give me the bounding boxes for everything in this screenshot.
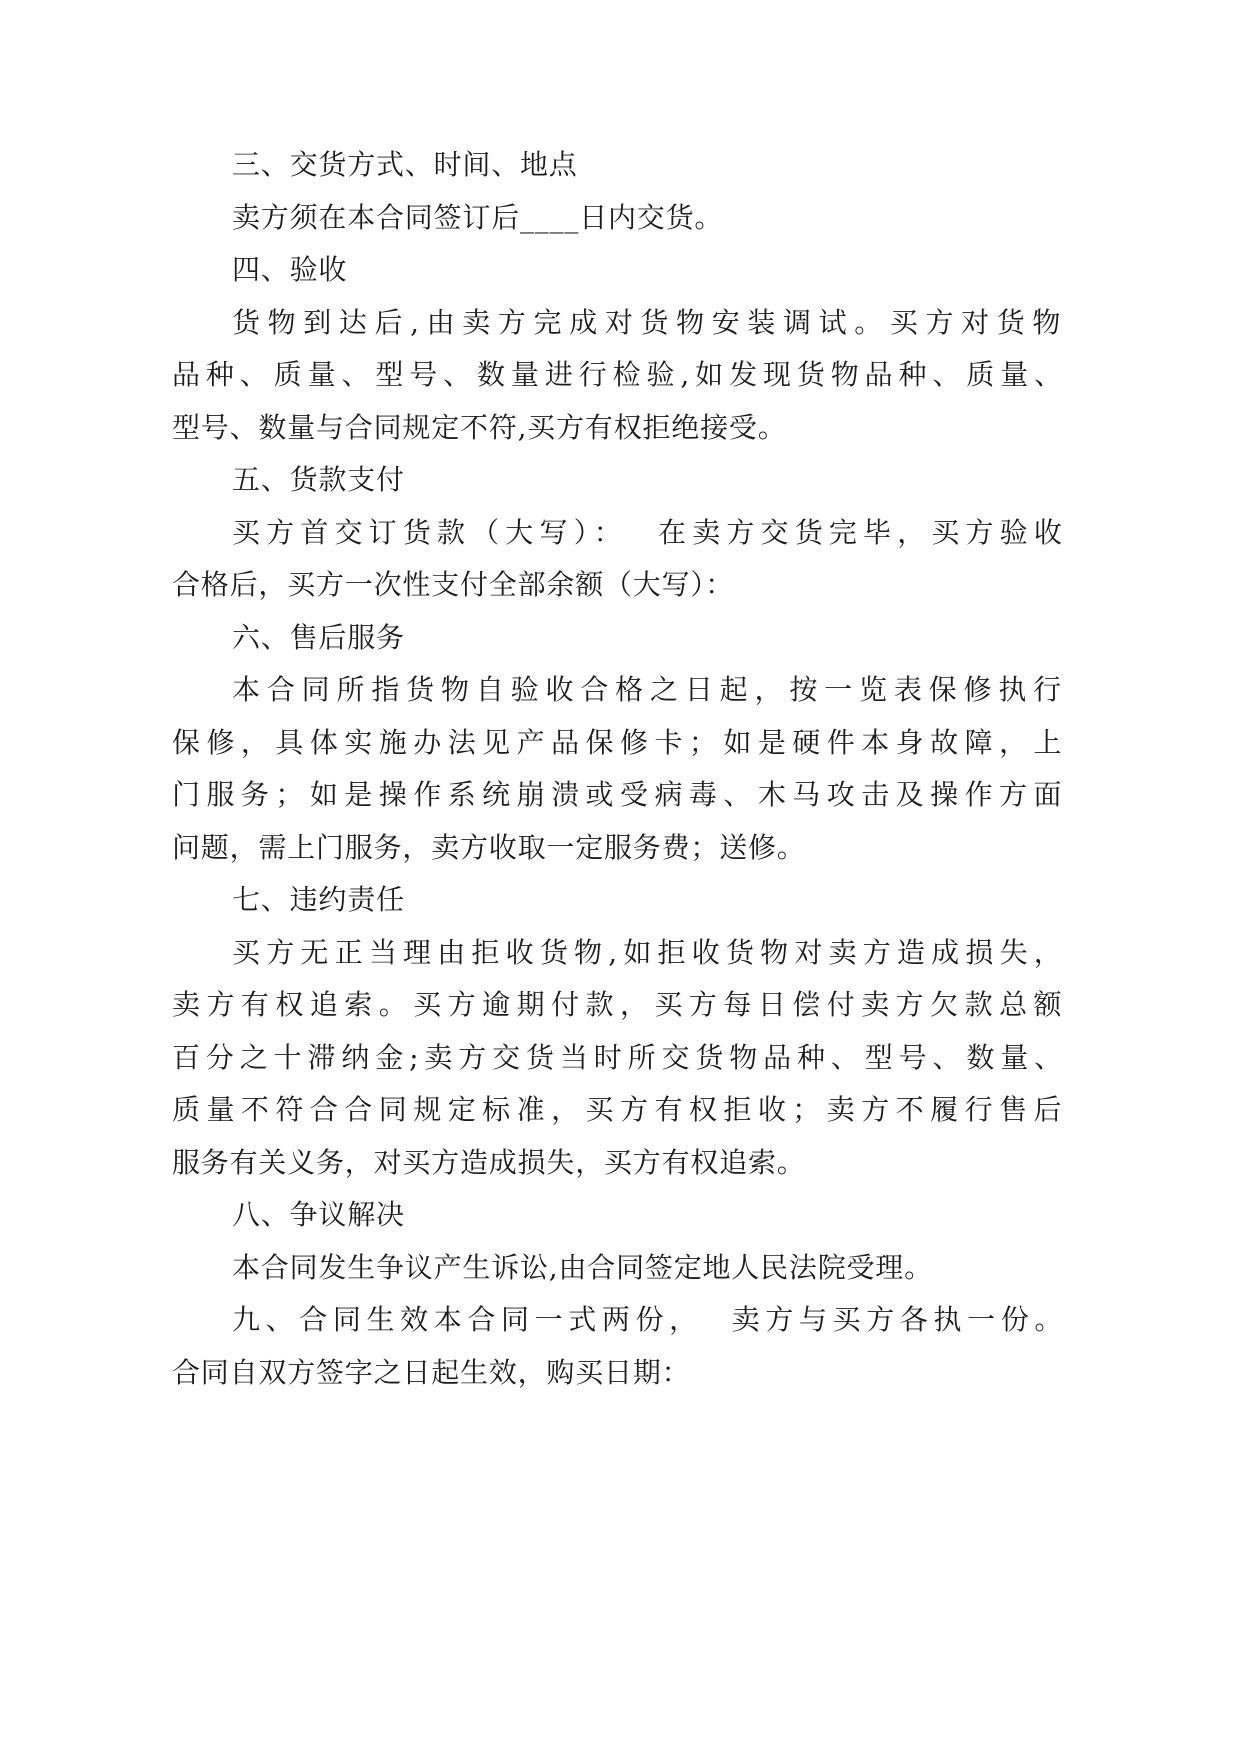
- paragraph-line: 卖方须在本合同签订后____日内交货。: [232, 200, 724, 234]
- paragraph-line: 质量不符合合同规定标准，买方有权拒收；卖方不履行售后: [172, 1093, 1068, 1126]
- paragraph-line: 百分之十滞纳金;卖方交货当时所交货物品种、型号、数量、: [172, 1040, 1068, 1074]
- paragraph-line: 本合同所指货物自验收合格之日起，按一览表保修执行: [232, 673, 1068, 706]
- clause-contract-effectiveness: [172, 1294, 1068, 1399]
- paragraph-line: 合同自双方签字之日起生效，购买日期：: [172, 1355, 691, 1389]
- paragraph-line: 卖方有权追索。买方逾期付款，买方每日偿付卖方欠款总额: [172, 988, 1068, 1021]
- heading-payment: [172, 454, 1068, 507]
- contract-body: [172, 139, 1068, 1399]
- paragraph-line: 服务有关义务，对买方造成损失，买方有权追索。: [172, 1145, 806, 1179]
- clause-after-sales-service: [172, 664, 1068, 874]
- section-heading-text: 八、争议解决: [232, 1198, 405, 1231]
- clause-payment: [172, 507, 1068, 612]
- paragraph-line: 九、合同生效本合同一式两份， 卖方与买方各执一份。: [232, 1303, 1068, 1336]
- section-heading-text: 七、违约责任: [232, 883, 405, 916]
- clause-dispute-resolution: [172, 1242, 1068, 1295]
- heading-after-sales-service: [172, 612, 1068, 665]
- paragraph-line: 保修，具体实施办法见产品保修卡；如是硬件本身故障，上: [172, 725, 1068, 759]
- paragraph-line: 型号、数量与合同规定不符,买方有权拒绝接受。: [172, 410, 787, 444]
- paragraph-line: 买方首交订货款（大写）： 在卖方交货完毕，买方验收: [232, 515, 1068, 549]
- paragraph-line: 买方无正当理由拒收货物,如拒收货物对卖方造成损失，: [232, 935, 1068, 969]
- paragraph-line: 合格后，买方一次性支付全部余额（大写）：: [172, 568, 735, 601]
- clause-delivery-term: [172, 192, 1068, 245]
- heading-delivery: [172, 139, 1068, 192]
- heading-acceptance: [172, 244, 1068, 297]
- paragraph-line: 门服务；如是操作系统崩溃或受病毒、木马攻击及操作方面: [172, 778, 1068, 811]
- paragraph-line: 问题，需上门服务，卖方收取一定服务费；送修。: [172, 830, 806, 864]
- paragraph-line: 品种、质量、型号、数量进行检验,如发现货物品种、质量、: [172, 358, 1068, 391]
- section-heading-text: 五、货款支付: [232, 463, 405, 496]
- section-heading-text: 六、售后服务: [232, 620, 405, 654]
- heading-dispute-resolution: [172, 1189, 1068, 1242]
- paragraph-line: 本合同发生争议产生诉讼,由合同签定地人民法院受理。: [232, 1250, 933, 1284]
- heading-liability-for-breach: [172, 874, 1068, 927]
- clause-liability-for-breach: [172, 927, 1068, 1190]
- paragraph-line: 货物到达后,由卖方完成对货物安装调试。买方对货物: [232, 305, 1068, 339]
- section-heading-text: 四、验收: [232, 253, 348, 286]
- section-heading-text: 三、交货方式、时间、地点: [232, 148, 578, 181]
- clause-acceptance: [172, 297, 1068, 455]
